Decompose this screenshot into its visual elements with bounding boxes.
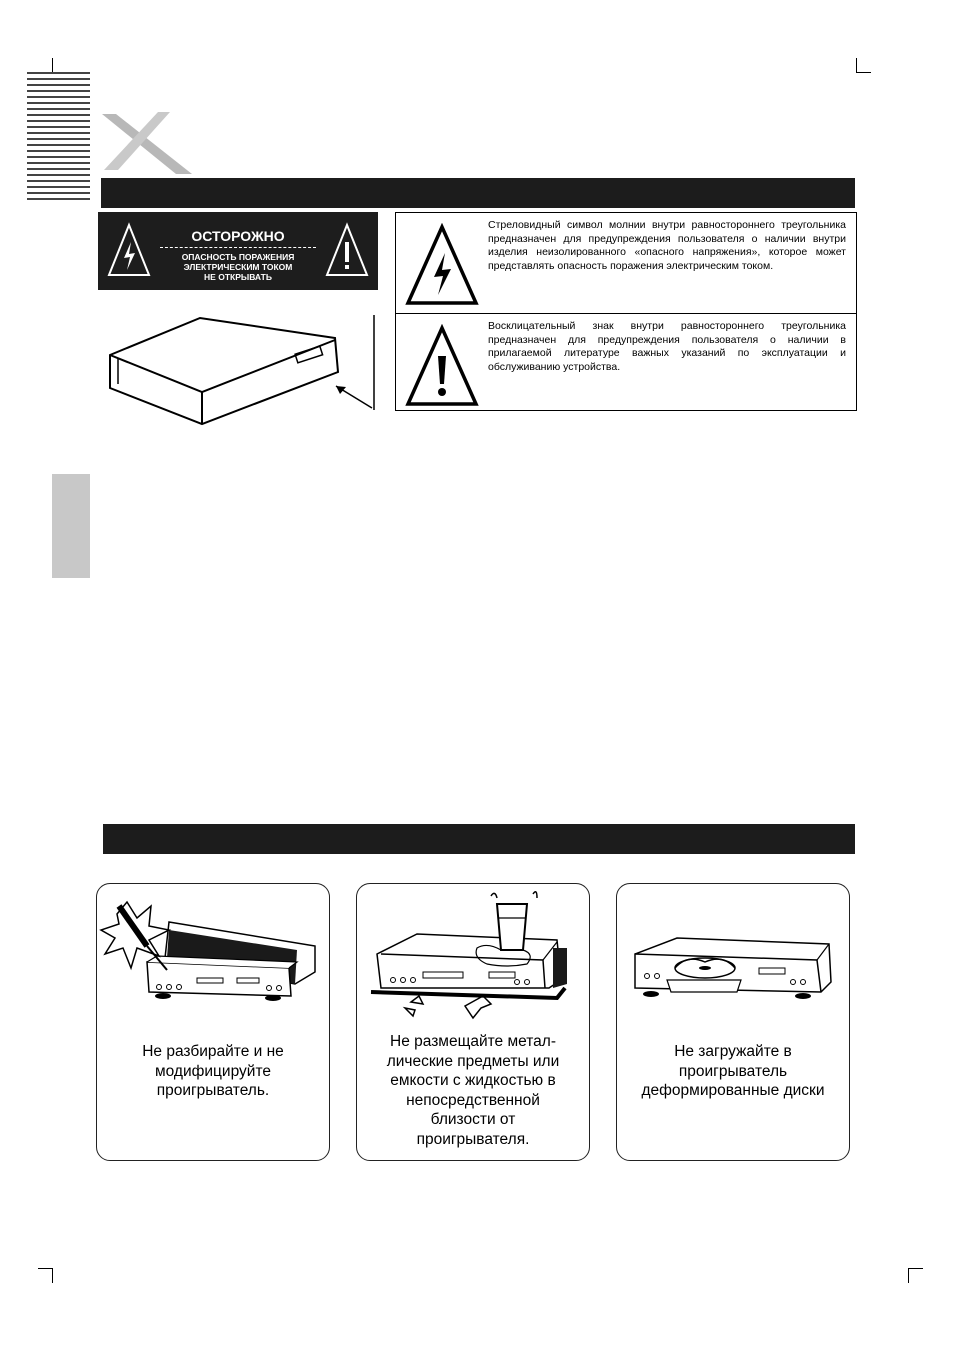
caution-line-3: НЕ ОТКРЫВАТЬ	[204, 272, 272, 282]
symbol-text-lightning: Стреловидный символ молнии внутри равностороннего треугольника предназначен для предупреждения пользователя о наличии внутри изделия неизолированного «опасного напряжения», которое может представлять опасность поражения электрическим током.	[488, 219, 846, 272]
caution-label	[98, 212, 378, 290]
exclamation-triangle-icon	[324, 222, 370, 278]
caution-subtext	[160, 252, 316, 282]
card-3-line-1: Не загружайте в	[674, 1043, 792, 1060]
crop-mark-top-right	[856, 58, 871, 73]
caution-divider	[160, 247, 316, 248]
card-2-line-3: емкости с жидкостью в	[390, 1072, 556, 1089]
screwdriver-disassembly-icon	[97, 884, 329, 1024]
card-2-line-6: проигрывателя.	[416, 1130, 530, 1148]
lightning-triangle-icon	[404, 223, 480, 307]
device-illustration	[100, 300, 385, 430]
section-header-bar-bottom	[103, 824, 855, 854]
caution-line-2: ЭЛЕКТРИЧЕСКИМ ТОКОМ	[183, 262, 293, 272]
card-caption-2	[361, 1032, 585, 1149]
precaution-card-warped-disc	[616, 883, 850, 1161]
section-header-bar-top	[101, 178, 855, 208]
crop-mark-top-left	[38, 58, 53, 73]
caution-title: ОСТОРОЖНО	[191, 228, 285, 244]
card-2-line-5: близости от	[430, 1111, 516, 1128]
glass-and-metal-objects-icon	[357, 884, 589, 1024]
symbol-box-lightning	[395, 212, 857, 314]
card-1-line-1: Не разбирайте и не	[142, 1043, 284, 1060]
card-caption-3	[621, 1042, 845, 1101]
card-3-line-2: проигрыватель	[678, 1062, 788, 1080]
symbol-text-exclamation: Восклицательный знак внутри равностороннего треугольника предназначен для предупреждения пользователя о наличии в прилагаемой литературе важных указаний по эксплуатации и обслуживанию устройства.	[488, 320, 846, 373]
brand-x-logo-icon	[96, 108, 198, 178]
side-tab	[52, 474, 90, 578]
warped-disc-icon	[617, 884, 849, 1024]
card-1-line-3: проигрыватель.	[156, 1082, 270, 1099]
card-2-line-2: лические предметы или	[386, 1052, 560, 1070]
card-1-line-2: модифицируйте	[155, 1062, 271, 1080]
exclamation-triangle-icon	[404, 324, 480, 408]
decorative-stripes	[27, 72, 90, 200]
card-2-line-1: Не размещайте метал-	[390, 1033, 556, 1050]
precaution-card-liquids	[356, 883, 590, 1161]
crop-mark-bottom-right	[908, 1268, 923, 1283]
crop-mark-bottom-left	[38, 1268, 53, 1283]
card-caption-1	[101, 1042, 325, 1101]
symbol-box-exclamation	[395, 313, 857, 411]
precaution-card-disassembly	[96, 883, 330, 1161]
caution-line-1: ОПАСНОСТЬ ПОРАЖЕНИЯ	[181, 252, 295, 262]
card-3-line-3: деформированные диски	[641, 1082, 825, 1099]
card-2-line-4: непосредственной	[406, 1091, 540, 1109]
lightning-triangle-icon	[106, 222, 152, 278]
